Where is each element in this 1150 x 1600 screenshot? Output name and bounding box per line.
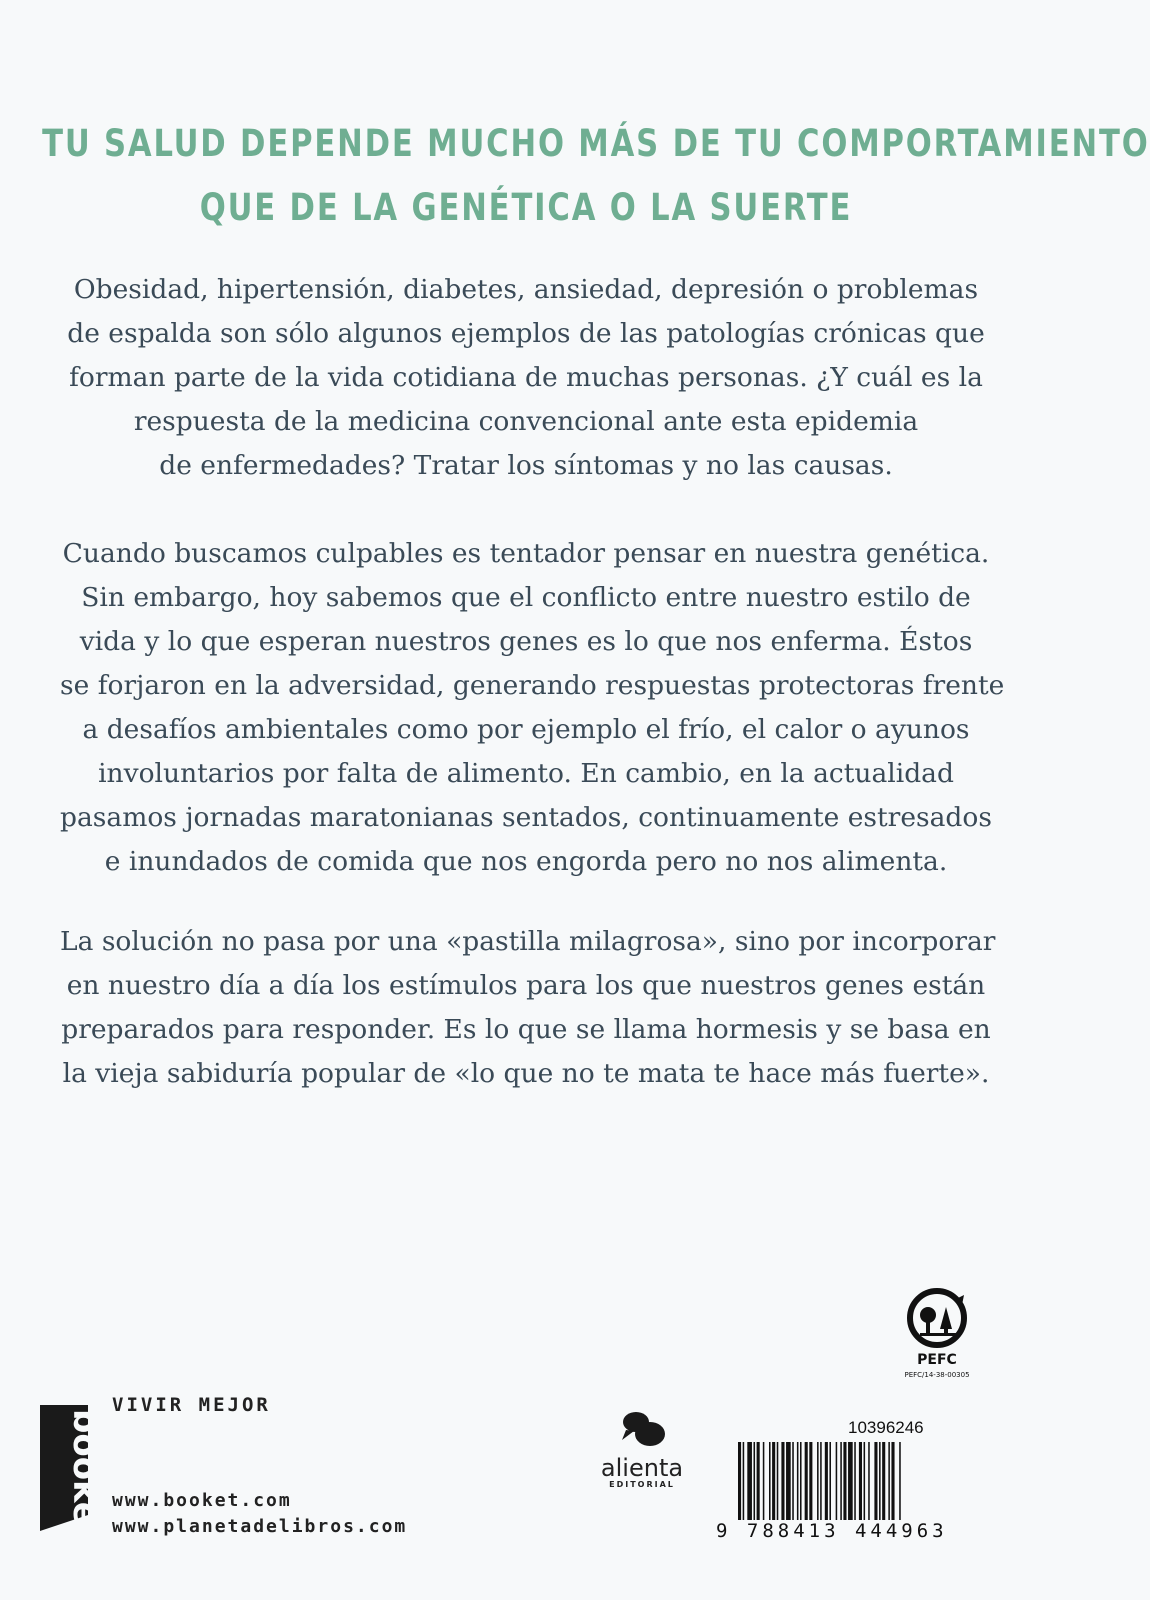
pefc-logo-icon <box>904 1285 970 1351</box>
paragraph-line: de enfermedades? Tratar los síntomas y no las causas. <box>159 450 893 481</box>
paragraph-line: respuesta de la medicina convencional ante esta epidemia <box>133 406 919 437</box>
barcode-bar <box>786 1442 791 1520</box>
barcode-bar <box>754 1442 756 1520</box>
paragraph-1 <box>60 268 992 488</box>
barcode-bar <box>864 1442 866 1520</box>
booket-logo <box>38 1405 105 1542</box>
speech-bubbles-icon <box>612 1410 672 1448</box>
barcode-bar <box>848 1442 853 1520</box>
paragraph-3 <box>60 920 996 1096</box>
barcode-bar <box>868 1442 870 1520</box>
barcode-bar <box>874 1442 877 1520</box>
barcode-bar <box>825 1442 828 1520</box>
headline-line-1: TU SALUD DEPENDE MUCHO MÁS DE TU COMPORTAMIENTO <box>42 122 1150 165</box>
barcode-bar <box>792 1442 794 1520</box>
paragraph-line: Sin embargo, hoy sabemos que el conflicto entre nuestro estilo de <box>81 582 971 613</box>
collection-name: VIVIR MEJOR <box>112 1394 271 1416</box>
alienta-logo <box>592 1410 692 1489</box>
barcode-bar <box>854 1442 856 1520</box>
barcode-bar <box>738 1442 741 1520</box>
barcode-bar <box>820 1442 822 1520</box>
imprint-subtitle: EDITORIAL <box>609 1480 675 1489</box>
paragraph-line: Obesidad, hipertensión, diabetes, ansiedad, depresión o problemas <box>73 274 979 305</box>
imprint-name: alienta <box>600 1454 684 1482</box>
barcode-bar <box>797 1442 799 1520</box>
barcode-bar <box>743 1442 745 1520</box>
paragraph-line: de espalda son sólo algunos ejemplos de las patologías crónicas que <box>67 318 985 349</box>
barcode-bar <box>757 1442 760 1520</box>
barcode-bar <box>888 1442 890 1520</box>
barcode-bar <box>781 1442 784 1520</box>
barcode-bar <box>817 1442 819 1520</box>
barcode-bar <box>891 1442 894 1520</box>
product-code: 10396246 <box>848 1418 924 1437</box>
barcode-bar <box>829 1442 831 1520</box>
paragraph-line: vida y lo que esperan nuestros genes es lo que nos enferma. Éstos <box>79 626 973 657</box>
headline-line-2: QUE DE LA GENÉTICA O LA SUERTE <box>199 186 853 229</box>
pefc-code: PEFC/14-38-00305 <box>904 1371 970 1379</box>
paragraph-line: pasamos jornadas maratonianas sentados, continuamente estresados <box>60 802 992 833</box>
paragraph-line: la vieja sabiduría popular de «lo que no te mata te hace más fuerte». <box>62 1058 990 1089</box>
paragraph-line: se forjaron en la adversidad, generando respuestas protectoras frente <box>60 670 1005 701</box>
barcode-bar <box>879 1442 881 1520</box>
barcode-bar <box>840 1442 842 1520</box>
barcode-bar <box>800 1442 802 1520</box>
isbn-number: 9 788413 444963 <box>716 1520 948 1542</box>
paragraph-line: en nuestro día a día los estímulos para los que nuestros genes están <box>66 970 986 1001</box>
paragraph-line: involuntarios por falta de alimento. En cambio, en la actualidad <box>98 758 954 789</box>
pefc-label: PEFC <box>917 1352 957 1368</box>
booket-url-link[interactable]: www.booket.com <box>112 1490 292 1511</box>
paragraph-2 <box>60 532 1005 884</box>
paragraph-line: preparados para responder. Es lo que se llama hormesis y se basa en <box>61 1014 991 1045</box>
headline <box>42 112 1150 240</box>
paragraph-line: e inundados de comida que nos engorda pero no nos alimenta. <box>104 846 948 877</box>
barcode-bar <box>836 1442 838 1520</box>
booket-logo-text: booket <box>65 1409 105 1542</box>
planetadelibros-url-link[interactable]: www.planetadelibros.com <box>112 1516 408 1537</box>
paragraph-line: a desafíos ambientales como por ejemplo el frío, el calor o ayunos <box>82 714 970 745</box>
paragraph-line: forman parte de la vida cotidiana de muchas personas. ¿Y cuál es la <box>69 362 983 393</box>
barcode-bar <box>882 1442 885 1520</box>
barcode-bar <box>859 1442 862 1520</box>
barcode-bar <box>772 1442 775 1520</box>
barcode-bar <box>899 1442 901 1520</box>
barcode <box>736 1442 948 1520</box>
barcode-bar <box>809 1442 812 1520</box>
barcode-bar <box>843 1442 846 1520</box>
paragraph-line: La solución no pasa por una «pastilla milagrosa», sino por incorporar <box>60 926 996 957</box>
paragraph-line: Cuando buscamos culpables es tentador pensar en nuestra genética. <box>62 538 990 569</box>
barcode-bar <box>777 1442 779 1520</box>
barcode-bar <box>763 1442 765 1520</box>
barcode-bar <box>747 1442 752 1520</box>
barcode-bar <box>805 1442 808 1520</box>
barcode-bar <box>769 1442 771 1520</box>
